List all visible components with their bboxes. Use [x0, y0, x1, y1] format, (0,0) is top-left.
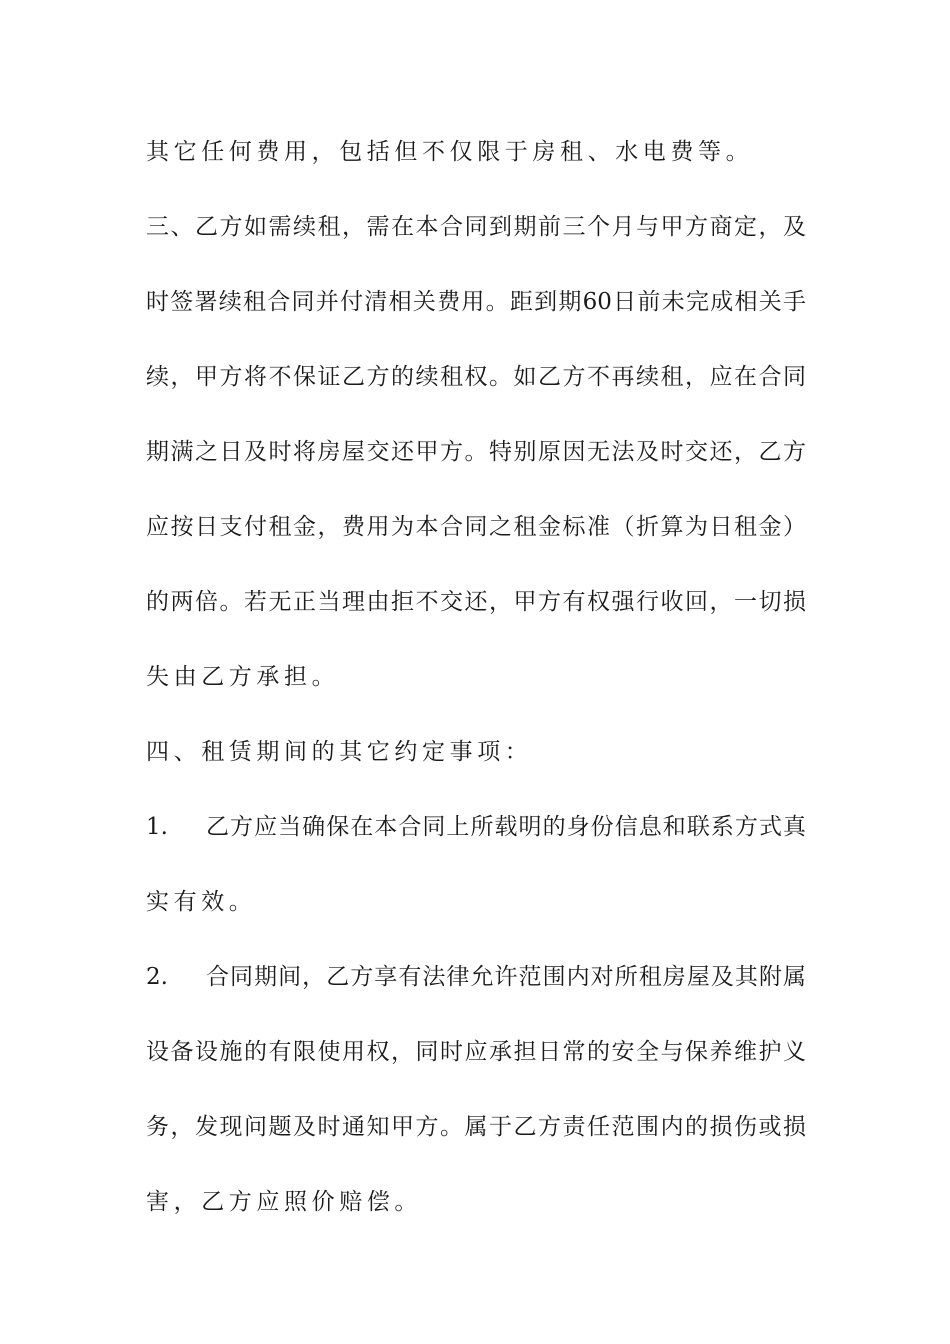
paragraph-line: 务，发现问题及时通知甲方。属于乙方责任范围内的损伤或损 [146, 1114, 806, 1140]
section-heading: 四、租赁期间的其它约定事项： [146, 739, 533, 765]
list-item [146, 812, 806, 842]
paragraph-line: 实有效。 [146, 889, 257, 915]
paragraph-line: 设备设施的有限使用权，同时应承担日常的安全与保养维护义 [146, 1039, 806, 1065]
paragraph-line: 失由乙方承担。 [146, 664, 340, 690]
paragraph-line: 三、乙方如需续租，需在本合同到期前三个月与甲方商定，及 [146, 214, 806, 240]
paragraph-line: 其它任何费用，包括但不仅限于房租、水电费等。 [146, 139, 754, 165]
list-item-number: 2. [146, 964, 168, 990]
paragraph-line: 时签署续租合同并付清相关费用。距到期60日前未完成相关手 [146, 289, 806, 315]
paragraph-line: 的两倍。若无正当理由拒不交还，甲方有权强行收回，一切损 [146, 589, 806, 615]
paragraph-line: 害，乙方应照价赔偿。 [146, 1189, 422, 1215]
list-item-number: 1. [146, 814, 168, 840]
list-item [146, 962, 806, 992]
paragraph-line: 应按日支付租金，费用为本合同之租金标准（折算为日租金） [146, 514, 806, 540]
list-item-text: 合同期间，乙方享有法律允许范围内对所租房屋及其附属 [206, 964, 806, 990]
paragraph-line: 续，甲方将不保证乙方的续租权。如乙方不再续租，应在合同 [146, 364, 806, 390]
paragraph-line: 期满之日及时将房屋交还甲方。特别原因无法及时交还，乙方 [146, 439, 806, 465]
list-item-text: 乙方应当确保在本合同上所载明的身份信息和联系方式真 [206, 814, 806, 840]
